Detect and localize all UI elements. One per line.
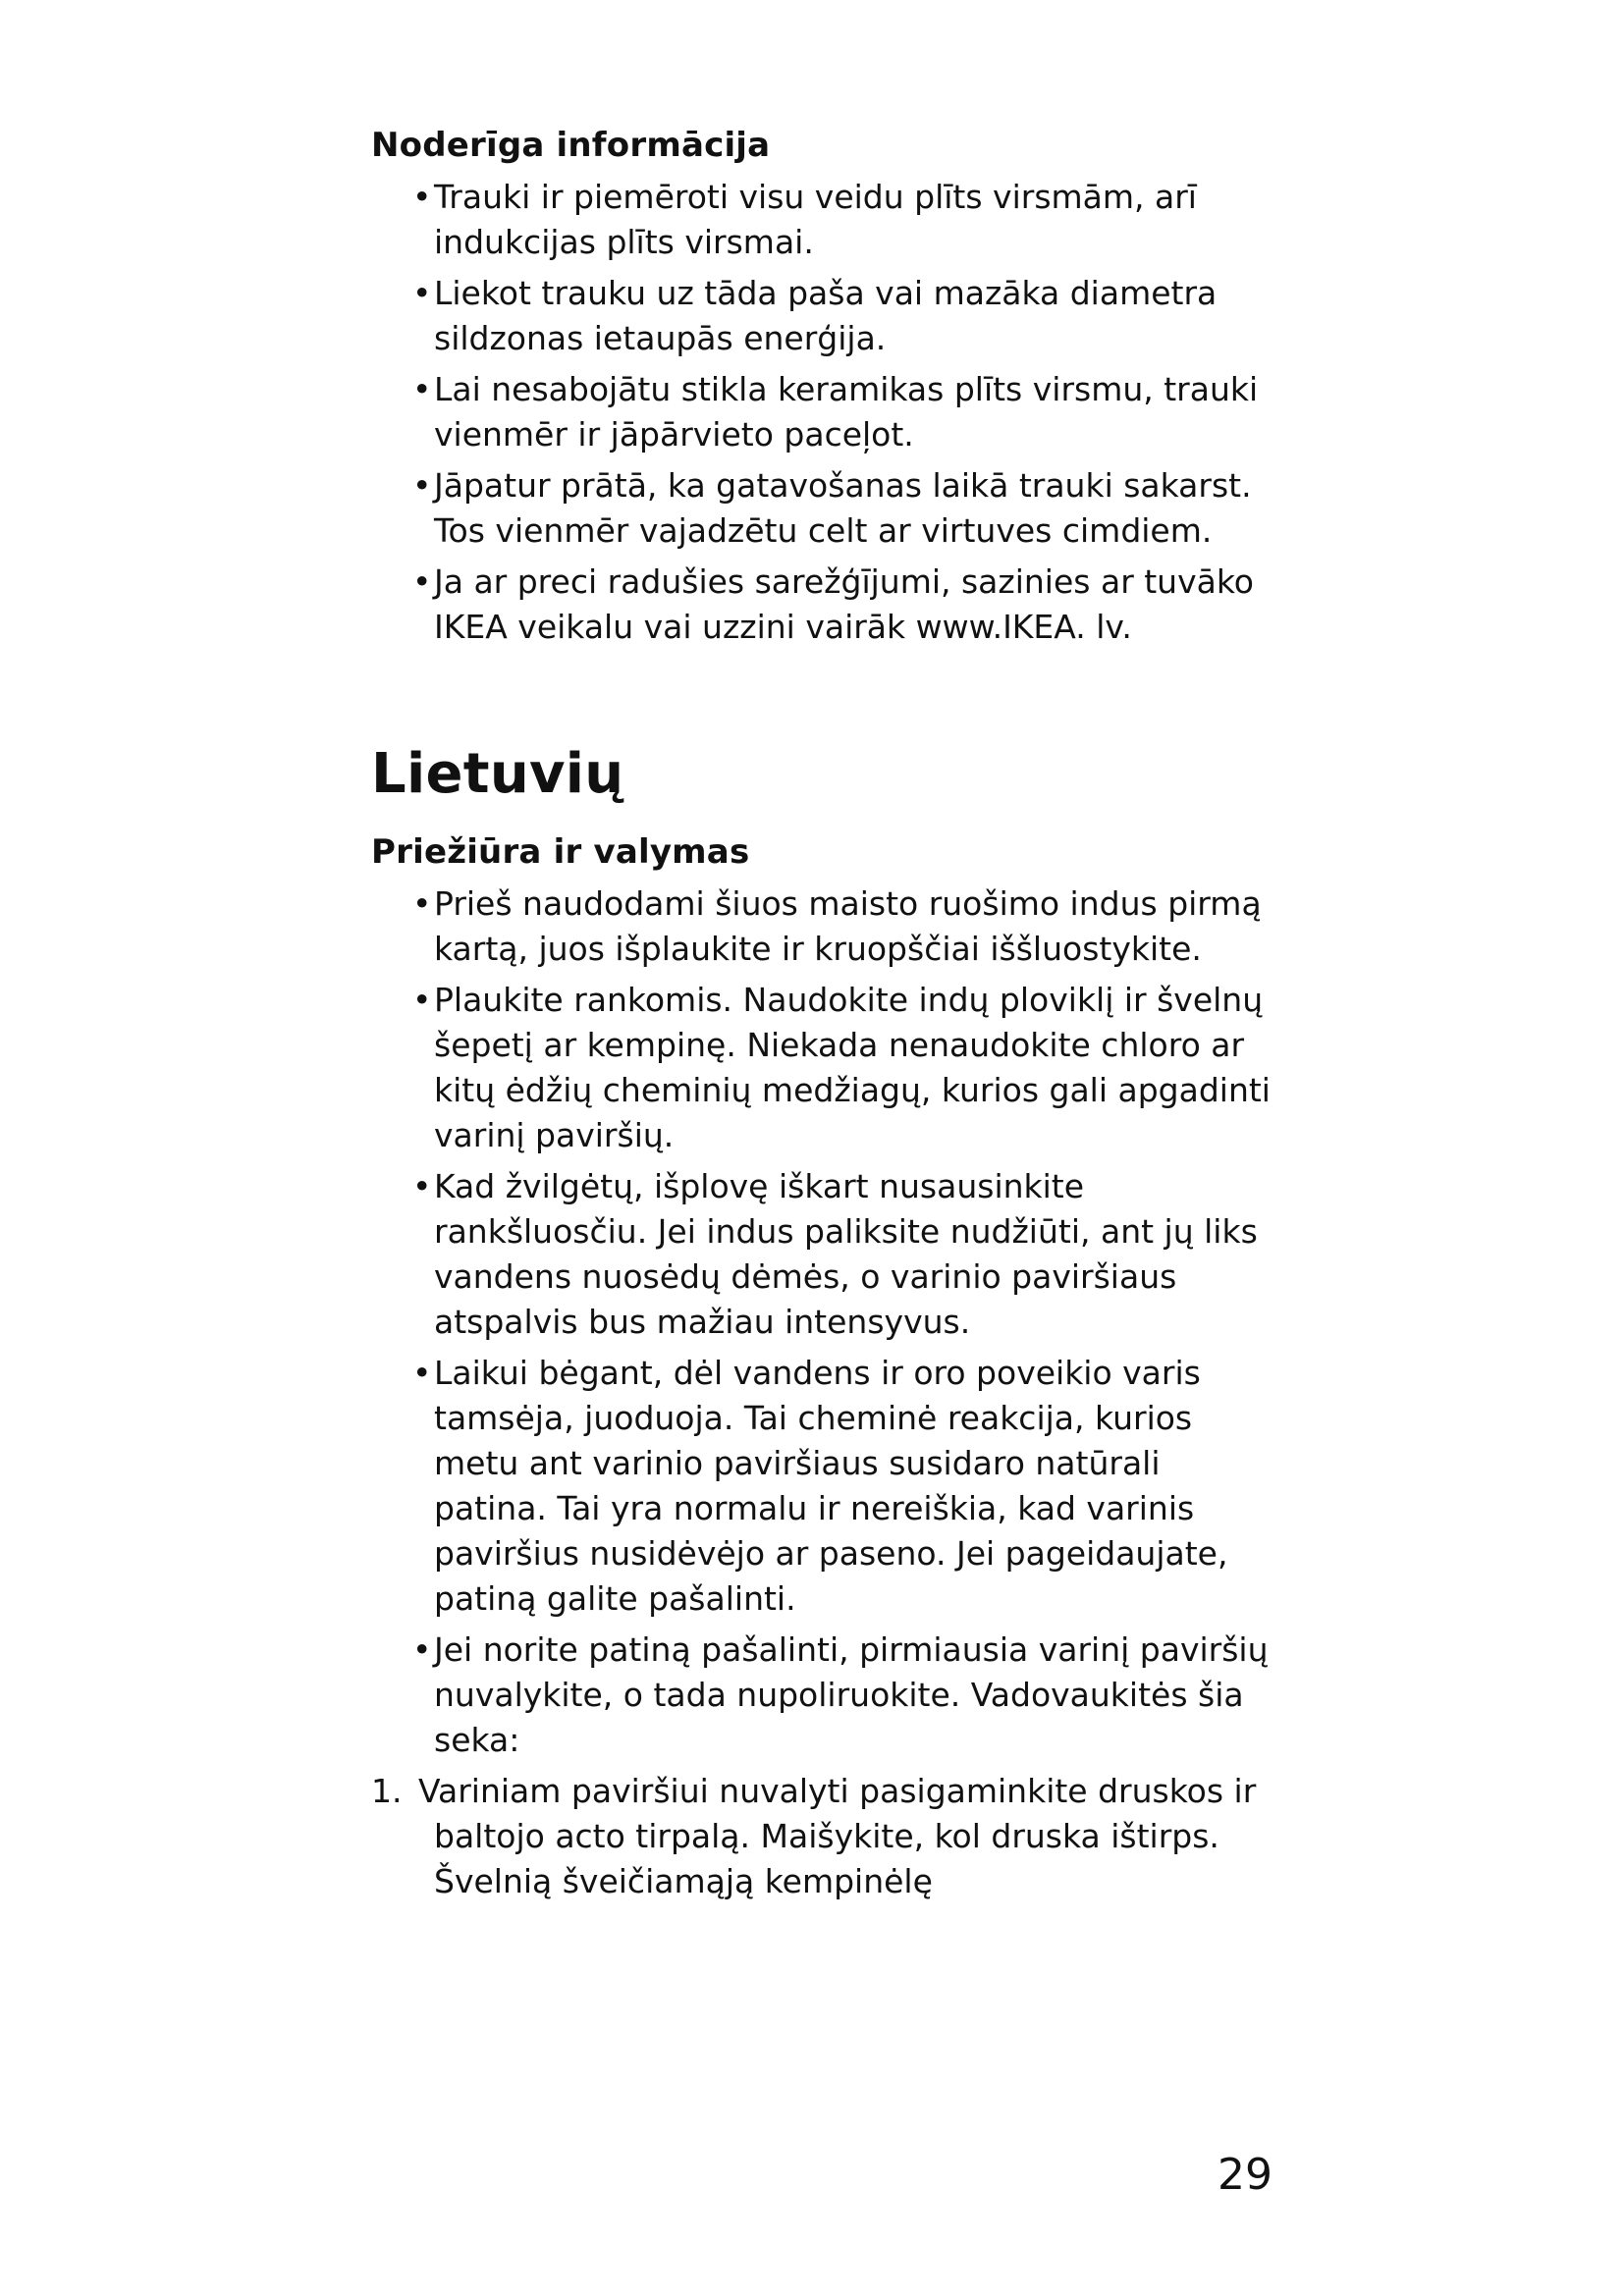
list-item: •Liekot trauku uz tāda paša vai mazāka diametra sildzonas ietaupās enerģija. (371, 271, 1274, 361)
list-item: •Lai nesabojātu stikla keramikas plīts virsmu, trauki vienmēr ir jāpārvieto paceļot. (371, 367, 1274, 457)
section-spacer (371, 656, 1274, 740)
page-content (371, 122, 1274, 1904)
bullet-icon: • (412, 1354, 432, 1392)
bullet-icon: • (412, 562, 432, 601)
language-title: Lietuvių (371, 742, 624, 806)
list-item: •Kad žvilgėtų, išplovę iškart nusausinkite rankšluosčiu. Jei indus paliksite nudžiūti, ant jų liks vandens nuosėdų dėmės, o varinio paviršiaus atspalvis bus mažiau intensyvus. (371, 1164, 1274, 1345)
list-item: •Prieš naudodami šiuos maisto ruošimo indus pirmą kartą, juos išplaukite ir kruopščiai iššluostykite. (371, 881, 1274, 972)
bullet-list-lithuanian (371, 881, 1274, 1763)
numbered-steps (371, 1769, 1274, 1904)
section-heading-lithuanian: Priežiūra ir valymas (371, 832, 750, 872)
list-item: •Plaukite rankomis. Naudokite indų ploviklį ir švelnų šepetį ar kempinę. Niekada nenaudokite chloro ar kitų ėdžių cheminių medžiagų, kurios gali apgadinti varinį paviršių. (371, 978, 1274, 1158)
bullet-icon: • (412, 1167, 432, 1205)
bullet-icon: • (412, 178, 432, 216)
bullet-icon: • (412, 370, 432, 408)
page-number: 29 (1218, 2150, 1272, 2200)
list-item: •Laikui bėgant, dėl vandens ir oro poveikio varis tamsėja, juoduoja. Tai cheminė reakcija, kurios metu ant varinio paviršiaus susidaro natūrali patina. Tai yra normalu ir nereiškia, kad varinis paviršius nusidėvėjo ar paseno. Jei pageidaujate, patiną galite pašalinti. (371, 1351, 1274, 1622)
list-item: •Jei norite patiną pašalinti, pirmiausia varinį paviršių nuvalykite, o tada nupoliruokite. Vadovaukitės šia seka: (371, 1628, 1274, 1763)
list-item: •Trauki ir piemēroti visu veidu plīts virsmām, arī indukcijas plīts virsmai. (371, 175, 1274, 265)
bullet-icon: • (412, 466, 432, 505)
section-heading-latvian: Noderīga informācija (371, 126, 771, 165)
bullet-icon: • (412, 1630, 432, 1669)
step-item (371, 1769, 1274, 1904)
step-text: Variniam paviršiui nuvalyti pasigaminkite druskos ir baltojo acto tirpalą. Maišykite, kol druska ištirps. Švelnią šveičiamąją kempinėlę (418, 1772, 1257, 1900)
list-item: •Jāpatur prātā, ka gatavošanas laikā trauki sakarst. Tos vienmēr vajadzētu celt ar virtuves cimdiem. (371, 463, 1274, 554)
bullet-icon: • (412, 274, 432, 312)
bullet-icon: • (412, 981, 432, 1019)
step-number: 1. (371, 1772, 403, 1810)
list-item: •Ja ar preci radušies sarežģījumi, sazinies ar tuvāko IKEA veikalu vai uzzini vairāk www.IKEA. lv. (371, 560, 1274, 650)
bullet-icon: • (412, 884, 432, 923)
bullet-list-latvian (371, 175, 1274, 650)
